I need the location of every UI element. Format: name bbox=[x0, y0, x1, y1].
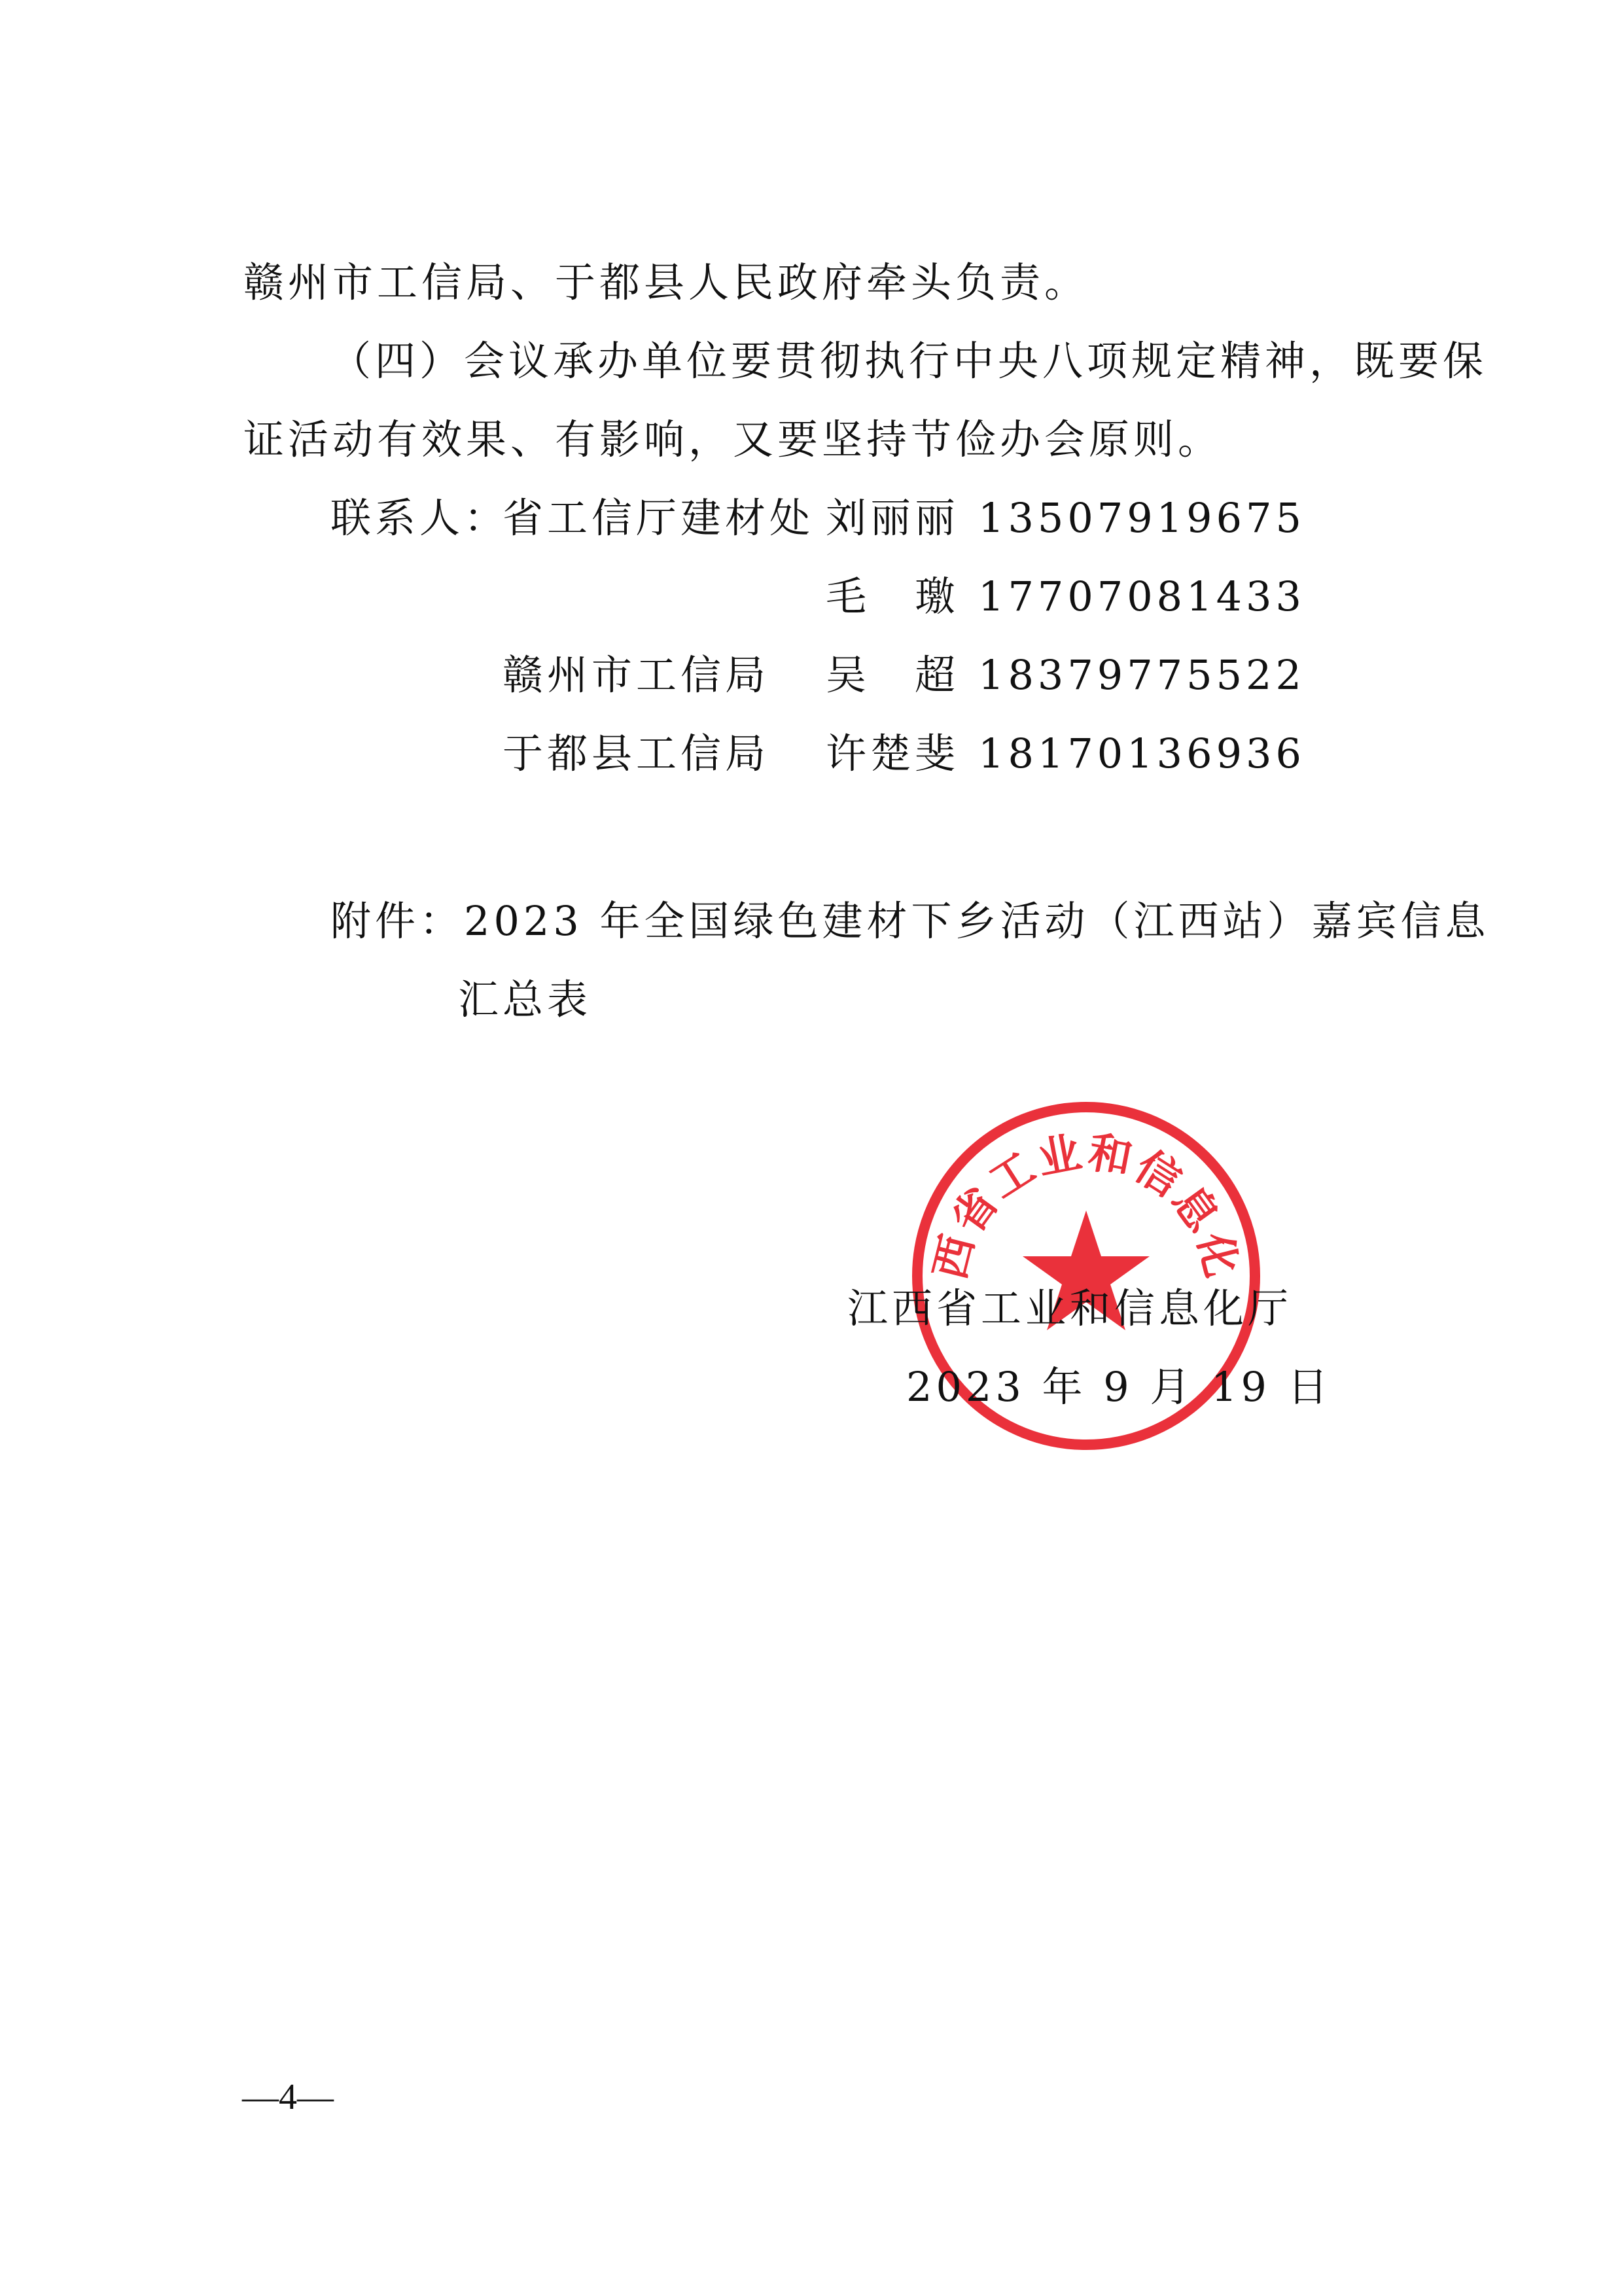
contact-row-1 bbox=[0, 492, 1622, 544]
paragraph-2-line-2: 证活动有效果、有影响，又要坚持节俭办会原则。 bbox=[243, 415, 1223, 463]
contact-org: 赣州市工信局 bbox=[502, 651, 770, 699]
attachment-label: 附件： bbox=[330, 897, 465, 945]
attachment-line-1 bbox=[330, 895, 1490, 947]
contact-row-2 bbox=[0, 571, 1622, 623]
contact-row-3 bbox=[0, 649, 1622, 701]
contact-phone: 17707081433 bbox=[978, 573, 1305, 620]
svg-text:江西省工业和信息化厅: 西省工业和信息化 bbox=[923, 1125, 1249, 1284]
paragraph-2-line-1: （四）会议承办单位要贯彻执行中央八项规定精神，既要保 bbox=[330, 337, 1488, 385]
contact-person: 刘丽丽 bbox=[826, 494, 960, 542]
issuer-name: 江西省工业和信息化厅 bbox=[847, 1284, 1293, 1332]
contact-org: 于都县工信局 bbox=[502, 730, 770, 777]
contact-person: 吴 超 bbox=[826, 651, 960, 699]
issue-date: 2023 年 9 月 19 日 bbox=[906, 1363, 1332, 1411]
attachment-line-2: 汇总表 bbox=[458, 976, 592, 1023]
contact-person: 毛 璬 bbox=[826, 573, 960, 620]
contact-row-4 bbox=[0, 728, 1622, 780]
page-number: —4— bbox=[242, 2077, 334, 2117]
contacts-label: 联系人： bbox=[330, 494, 509, 542]
contact-org: 省工信厅建材处 bbox=[502, 494, 815, 542]
contact-phone: 18170136936 bbox=[978, 730, 1305, 777]
contact-phone: 18379775522 bbox=[978, 651, 1305, 699]
paragraph-1-line-1: 赣州市工信局、于都县人民政府牵头负责。 bbox=[243, 258, 1089, 306]
contact-person: 许楚斐 bbox=[826, 730, 960, 777]
contact-phone: 13507919675 bbox=[978, 494, 1305, 542]
attachment-title: 2023 年全国绿色建材下乡活动（江西站）嘉宾信息 bbox=[464, 897, 1490, 945]
